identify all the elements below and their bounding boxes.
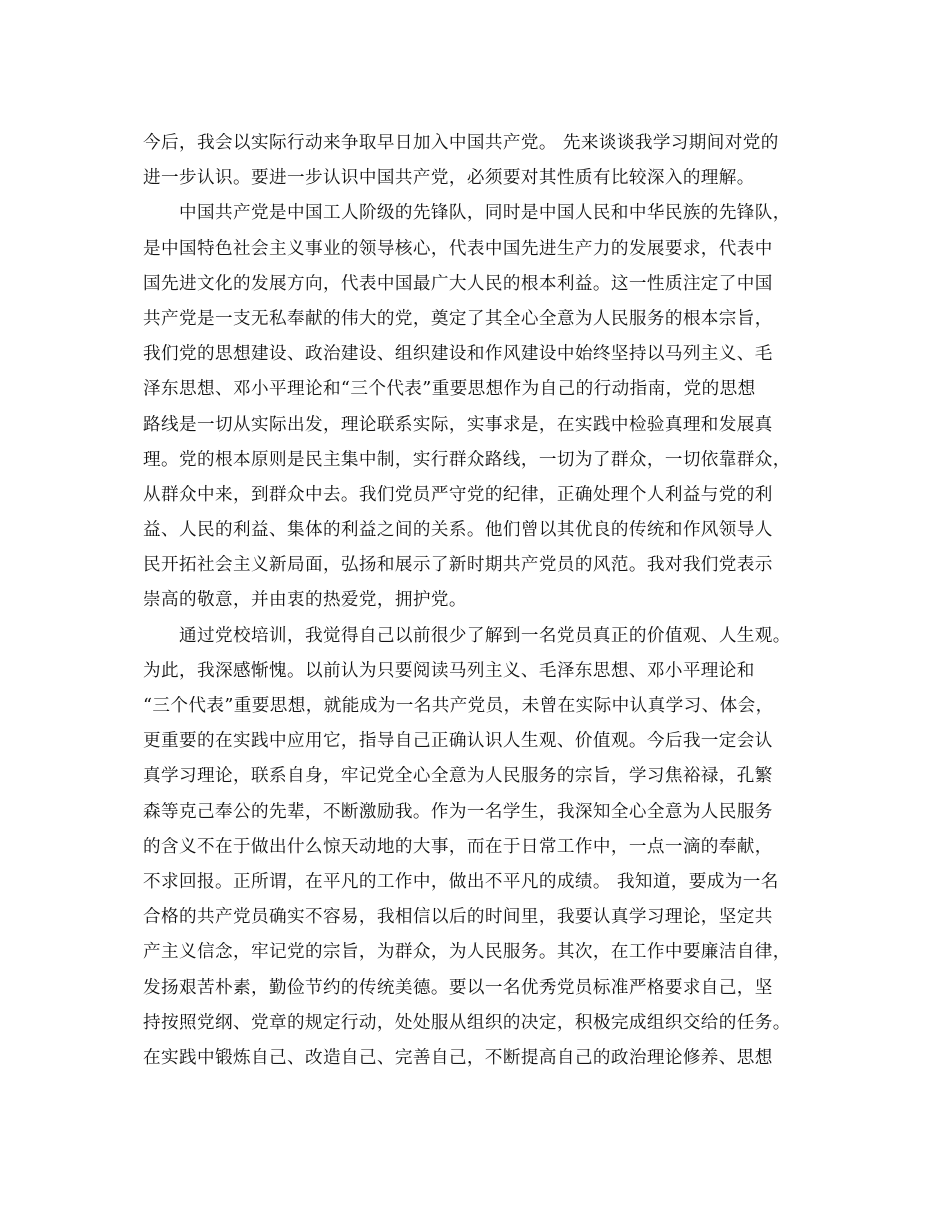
text-line: 益、人民的利益、集体的利益之间的关系。他们曾以其优良的传统和作风领导人 (143, 520, 773, 541)
text-line: 共产党是一支无私奉献的伟大的党，奠定了其全心全意为人民服务的根本宗旨， (143, 308, 773, 329)
text-line: 通过党校培训，我觉得自己以前很少了解到一名党员真正的价值观、人生观。 (179, 625, 791, 646)
text-line: 是中国特色社会主义事业的领导核心，代表中国先进生产力的发展要求，代表中 (143, 238, 773, 259)
text-line: 为此，我深感惭愧。以前认为只要阅读马列主义、毛泽东思想、邓小平理论和 (143, 660, 755, 681)
document-body (143, 126, 808, 1076)
text-line: 从群众中来，到群众中去。我们党员严守党的纪律，正确处理个人利益与党的利 (143, 484, 773, 505)
text-line: 今后，我会以实际行动来争取早日加入中国共产党。 先来谈谈我学习期间对党的 (143, 133, 779, 153)
text-line: 森等克己奉公的先辈，不断激励我。作为一名学生，我深知全心全意为人民服务 (143, 801, 773, 822)
text-line: 不求回报。正所谓，在平凡的工作中，做出不平凡的成绩。 我知道，要成为一名 (143, 871, 779, 892)
text-line: 路线是一切从实际出发，理论联系实际，实事求是，在实践中检验真理和发展真 (143, 414, 773, 435)
text-line: 民开拓社会主义新局面，弘扬和展示了新时期共产党员的风范。我对我们党表示 (143, 555, 773, 576)
text-line: “三个代表”重要思想，就能成为一名共产党员，未曾在实际中认真学习、体会， (143, 696, 774, 716)
text-line: 我们党的思想建设、政治建设、组织建设和作风建设中始终坚持以马列主义、毛 (143, 344, 773, 365)
text-line: 泽东思想、邓小平理论和“三个代表”重要思想作为自己的行动指南，党的思想 (143, 379, 756, 400)
text-line: 合格的共产党员确实不容易，我相信以后的时间里，我要认真学习理论，坚定共 (143, 907, 773, 928)
text-line: 国先进文化的发展方向，代表中国最广大人民的根本利益。这一性质注定了中国 (143, 273, 773, 294)
text-line: 进一步认识。要进一步认识中国共产党，必须要对其性质有比较深入的理解。 (143, 168, 755, 189)
text-line: 更重要的在实践中应用它，指导自己正确认识人生观、价值观。今后我一定会认 (143, 731, 773, 752)
text-line: 理。党的根本原则是民主集中制，实行群众路线，一切为了群众，一切依靠群众， (143, 449, 791, 470)
text-line: 的含义不在于做出什么惊天动地的大事，而在于日常工作中，一点一滴的奉献， (143, 836, 773, 857)
text-line: 真学习理论，联系自身，牢记党全心全意为人民服务的宗旨，学习焦裕禄，孔繁 (143, 766, 773, 787)
text-line: 发扬艰苦朴素，勤俭节约的传统美德。要以一名优秀党员标准严格要求自己，坚 (143, 977, 773, 998)
text-line: 在实践中锻炼自己、改造自己、完善自己，不断提高自己的政治理论修养、思想 (143, 1047, 773, 1068)
text-line: 中国共产党是中国工人阶级的先锋队，同时是中国人民和中华民族的先锋队， (179, 203, 791, 224)
text-line: 崇高的敬意，并由衷的热爱党，拥护党。 (143, 590, 467, 611)
text-line: 持按照党纲、党章的规定行动，处处服从组织的决定，积极完成组织交给的任务。 (143, 1012, 791, 1033)
text-line: 产主义信念，牢记党的宗旨，为群众，为人民服务。其次，在工作中要廉洁自律， (143, 942, 791, 963)
